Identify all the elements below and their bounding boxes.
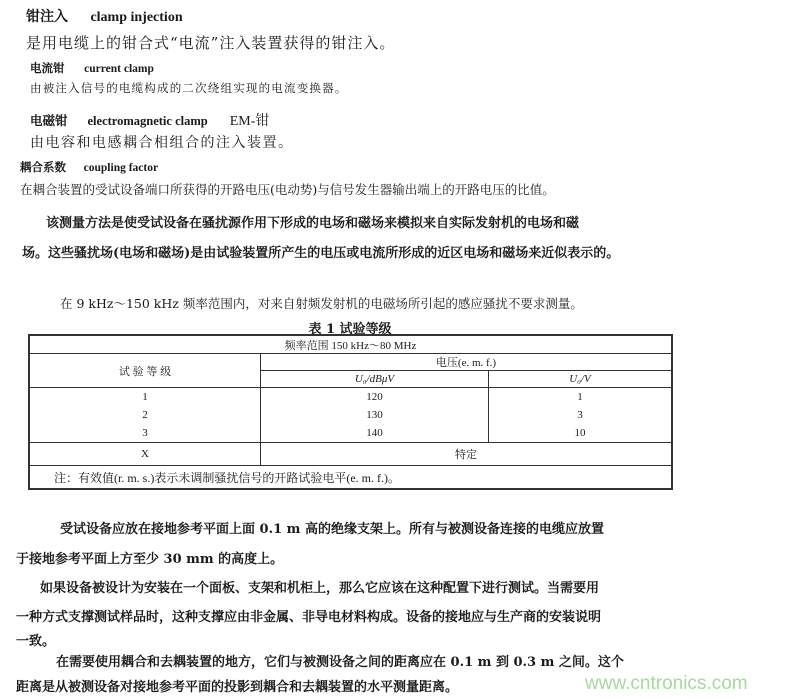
term-en: clamp injection bbox=[90, 10, 183, 25]
paragraph-setup-line2: 于接地参考平面上方至少 30 mm 的高度上。 bbox=[16, 552, 284, 567]
dbuv-cell: 130 bbox=[261, 406, 489, 424]
freq-range-header: 频率范围 150 kHz～80 MHz bbox=[29, 335, 672, 354]
paragraph-mounting-line3: 一致。 bbox=[16, 634, 56, 649]
paragraph-mounting-line1: 如果设备被设计为安装在一个面板、支架和机柜上，那么它应该在这种配置下进行测试。当需要用 bbox=[40, 581, 600, 596]
volt-column-header: U₀/V bbox=[489, 371, 673, 388]
table-note-row bbox=[29, 466, 672, 490]
table-note: 注：有效值(r. m. s.)表示未调制骚扰信号的开路试验电平(e. m. f.)。 bbox=[29, 466, 672, 490]
table-row bbox=[29, 406, 672, 424]
term-abbrev: EM-钳 bbox=[229, 114, 270, 129]
table-header-row bbox=[29, 354, 672, 371]
volt-cell: 10 bbox=[489, 424, 673, 443]
table-row bbox=[29, 424, 672, 443]
definition-current-clamp: 由被注入信号的电缆构成的二次绕组实现的电流变换器。 bbox=[30, 81, 348, 95]
level-cell: 3 bbox=[29, 424, 261, 443]
table-caption: 表 1 试验等级 bbox=[308, 322, 392, 337]
watermark: www.cntronics.com bbox=[585, 673, 748, 694]
term-coupling-factor bbox=[20, 159, 158, 175]
table-preface: 在 9 kHz～150 kHz 频率范围内，对来自射频发射机的电磁场所引起的感应骚扰不要求测量。 bbox=[60, 296, 583, 311]
table-row-special bbox=[29, 443, 672, 466]
term-clamp-injection bbox=[26, 6, 183, 26]
term-current-clamp bbox=[30, 60, 154, 76]
paragraph-mounting-line2: 一种方式支撑测试样品时，这种支撑应由非金属、非导电材料构成。设备的接地应与生产商的安装说明 bbox=[16, 610, 602, 625]
table-row bbox=[29, 388, 672, 407]
volt-cell: 3 bbox=[489, 406, 673, 424]
paragraph-method-line1: 该测量方法是使受试设备在骚扰源作用下形成的电场和磁场来模拟来自实际发射机的电场和磁 bbox=[46, 216, 580, 231]
definition-clamp-injection: 是用电缆上的钳合式“电流”注入装置获得的钳注入。 bbox=[26, 34, 396, 52]
dbuv-cell: 120 bbox=[261, 388, 489, 407]
term-en: electromagnetic clamp bbox=[87, 114, 208, 128]
test-level-table bbox=[28, 334, 673, 490]
paragraph-setup-line1: 受试设备应放在接地参考平面上面 0.1 m 高的绝缘支架上。所有与被测设备连接的电缆应放置 bbox=[60, 522, 604, 537]
level-cell: 1 bbox=[29, 388, 261, 407]
volt-cell: 1 bbox=[489, 388, 673, 407]
voltage-column-header: 电压(e. m. f.) bbox=[261, 354, 673, 371]
term-cn: 耦合系数 bbox=[20, 160, 66, 174]
term-cn: 电流钳 bbox=[30, 61, 65, 75]
definition-em-clamp: 由电容和电感耦合相组合的注入装置。 bbox=[30, 135, 294, 151]
term-en: coupling factor bbox=[83, 162, 159, 174]
paragraph-distance-line2: 距离是从被测设备对接地参考平面的投影到耦合和去耦装置的水平测量距离。 bbox=[16, 680, 459, 695]
dbuv-column-header: U₀/dBμV bbox=[261, 371, 489, 388]
paragraph-method-line2: 场。这些骚扰场(电场和磁场)是由试验装置所产生的电压或电流所形成的近区电场和磁场来近似表示的。 bbox=[22, 246, 620, 261]
definition-coupling-factor: 在耦合装置的受试设备端口所获得的开路电压(电动势)与信号发生器输出端上的开路电压的比值。 bbox=[20, 182, 555, 197]
special-value-cell: 特定 bbox=[261, 443, 673, 466]
term-cn: 钳注入 bbox=[26, 9, 68, 25]
paragraph-distance-line1: 在需要使用耦合和去耦装置的地方，它们与被测设备之间的距离应在 0.1 m 到 0.3 m 之间。这个 bbox=[56, 655, 624, 670]
level-cell: 2 bbox=[29, 406, 261, 424]
special-level-cell: X bbox=[29, 443, 261, 466]
term-en: current clamp bbox=[84, 63, 154, 75]
dbuv-cell: 140 bbox=[261, 424, 489, 443]
term-cn: 电磁钳 bbox=[30, 113, 68, 128]
level-column-header: 试 验 等 级 bbox=[29, 354, 261, 388]
table-header-row bbox=[29, 335, 672, 354]
term-em-clamp bbox=[30, 110, 269, 130]
